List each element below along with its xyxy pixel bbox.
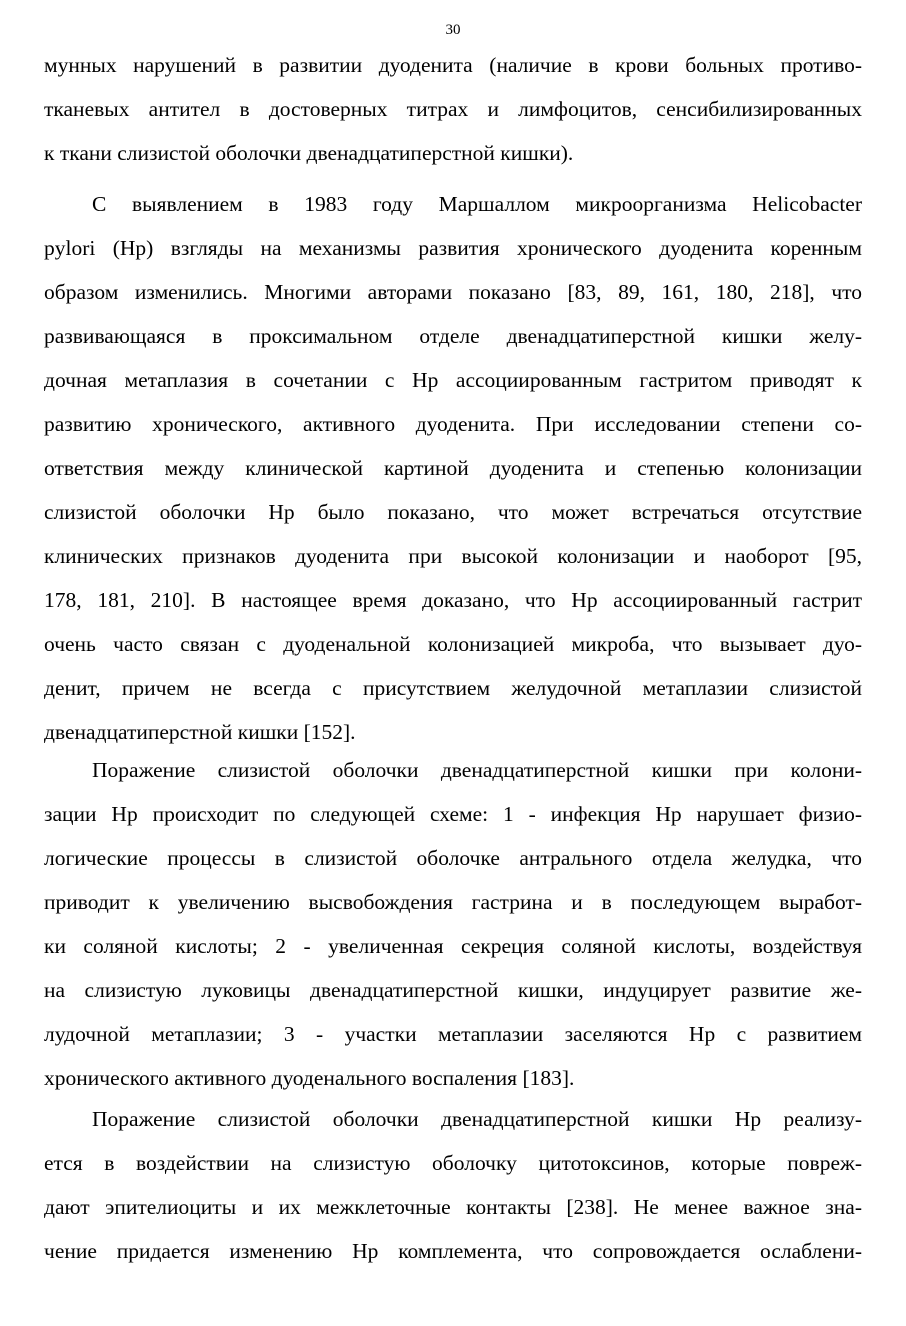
text-line: 178, 181, 210]. В настоящее время доказано, что Нр ассоциированный гастрит bbox=[44, 588, 862, 612]
text-line: чение придается изменению Нр комплемента, что сопровождается ослаблени- bbox=[44, 1239, 862, 1263]
text-line: очень часто связан с дуоденальной колонизацией микроба, что вызывает дуо- bbox=[44, 632, 862, 656]
text-line: к ткани слизистой оболочки двенадцатиперстной кишки). bbox=[44, 141, 574, 165]
text-line: Поражение слизистой оболочки двенадцатиперстной кишки Нр реализу- bbox=[92, 1107, 862, 1131]
text-line: ется в воздействии на слизистую оболочку цитотоксинов, которые повреж- bbox=[44, 1151, 862, 1175]
text-line: лудочной метаплазии; 3 - участки метаплазии заселяются Нр с развитием bbox=[44, 1022, 862, 1046]
text-line: ки соляной кислоты; 2 - увеличенная секреция соляной кислоты, воздействуя bbox=[44, 934, 862, 958]
page-number: 30 bbox=[445, 22, 461, 38]
text-line: хронического активного дуоденального воспаления [183]. bbox=[44, 1066, 575, 1090]
text-line: мунных нарушений в развитии дуоденита (наличие в крови больных противо- bbox=[44, 53, 862, 77]
paragraph-2 bbox=[44, 182, 862, 754]
text-line: слизистой оболочки Нр было показано, что может встречаться отсутствие bbox=[44, 500, 862, 524]
text-line: дают эпителиоциты и их межклеточные контакты [238]. Не менее важное зна- bbox=[44, 1195, 862, 1219]
paragraph-1 bbox=[44, 43, 862, 175]
text-line: на слизистую луковицы двенадцатиперстной кишки, индуцирует развитие же- bbox=[44, 978, 862, 1002]
text-line: С выявлением в 1983 году Маршаллом микроорганизма Helicobacter bbox=[92, 192, 862, 216]
paragraph-4 bbox=[44, 1097, 862, 1273]
text-line: логические процессы в слизистой оболочке антрального отдела желудка, что bbox=[44, 846, 862, 870]
text-line: денит, причем не всегда с присутствием желудочной метаплазии слизистой bbox=[44, 676, 862, 700]
paragraph-3 bbox=[44, 748, 862, 1100]
text-line: Поражение слизистой оболочки двенадцатиперстной кишки при колони- bbox=[92, 758, 862, 782]
text-line: двенадцатиперстной кишки [152]. bbox=[44, 720, 356, 744]
text-line: клинических признаков дуоденита при высокой колонизации и наоборот [95, bbox=[44, 544, 862, 568]
text-line: развивающаяся в проксимальном отделе двенадцатиперстной кишки желу- bbox=[44, 324, 862, 348]
text-line: зации Нр происходит по следующей схеме: 1 - инфекция Нр нарушает физио- bbox=[44, 802, 862, 826]
text-line: образом изменились. Многими авторами показано [83, 89, 161, 180, 218], что bbox=[44, 280, 862, 304]
text-line: развитию хронического, активного дуоденита. При исследовании степени со- bbox=[44, 412, 862, 436]
text-line: pylori (Нр) взгляды на механизмы развития хронического дуоденита коренным bbox=[44, 236, 862, 260]
text-line: приводит к увеличению высвобождения гастрина и в последующем выработ- bbox=[44, 890, 862, 914]
text-line: дочная метаплазия в сочетании с Нр ассоциированным гастритом приводят к bbox=[44, 368, 862, 392]
text-line: ответствия между клинической картиной дуоденита и степенью колонизации bbox=[44, 456, 862, 480]
text-line: тканевых антител в достоверных титрах и лимфоцитов, сенсибилизированных bbox=[44, 97, 862, 121]
